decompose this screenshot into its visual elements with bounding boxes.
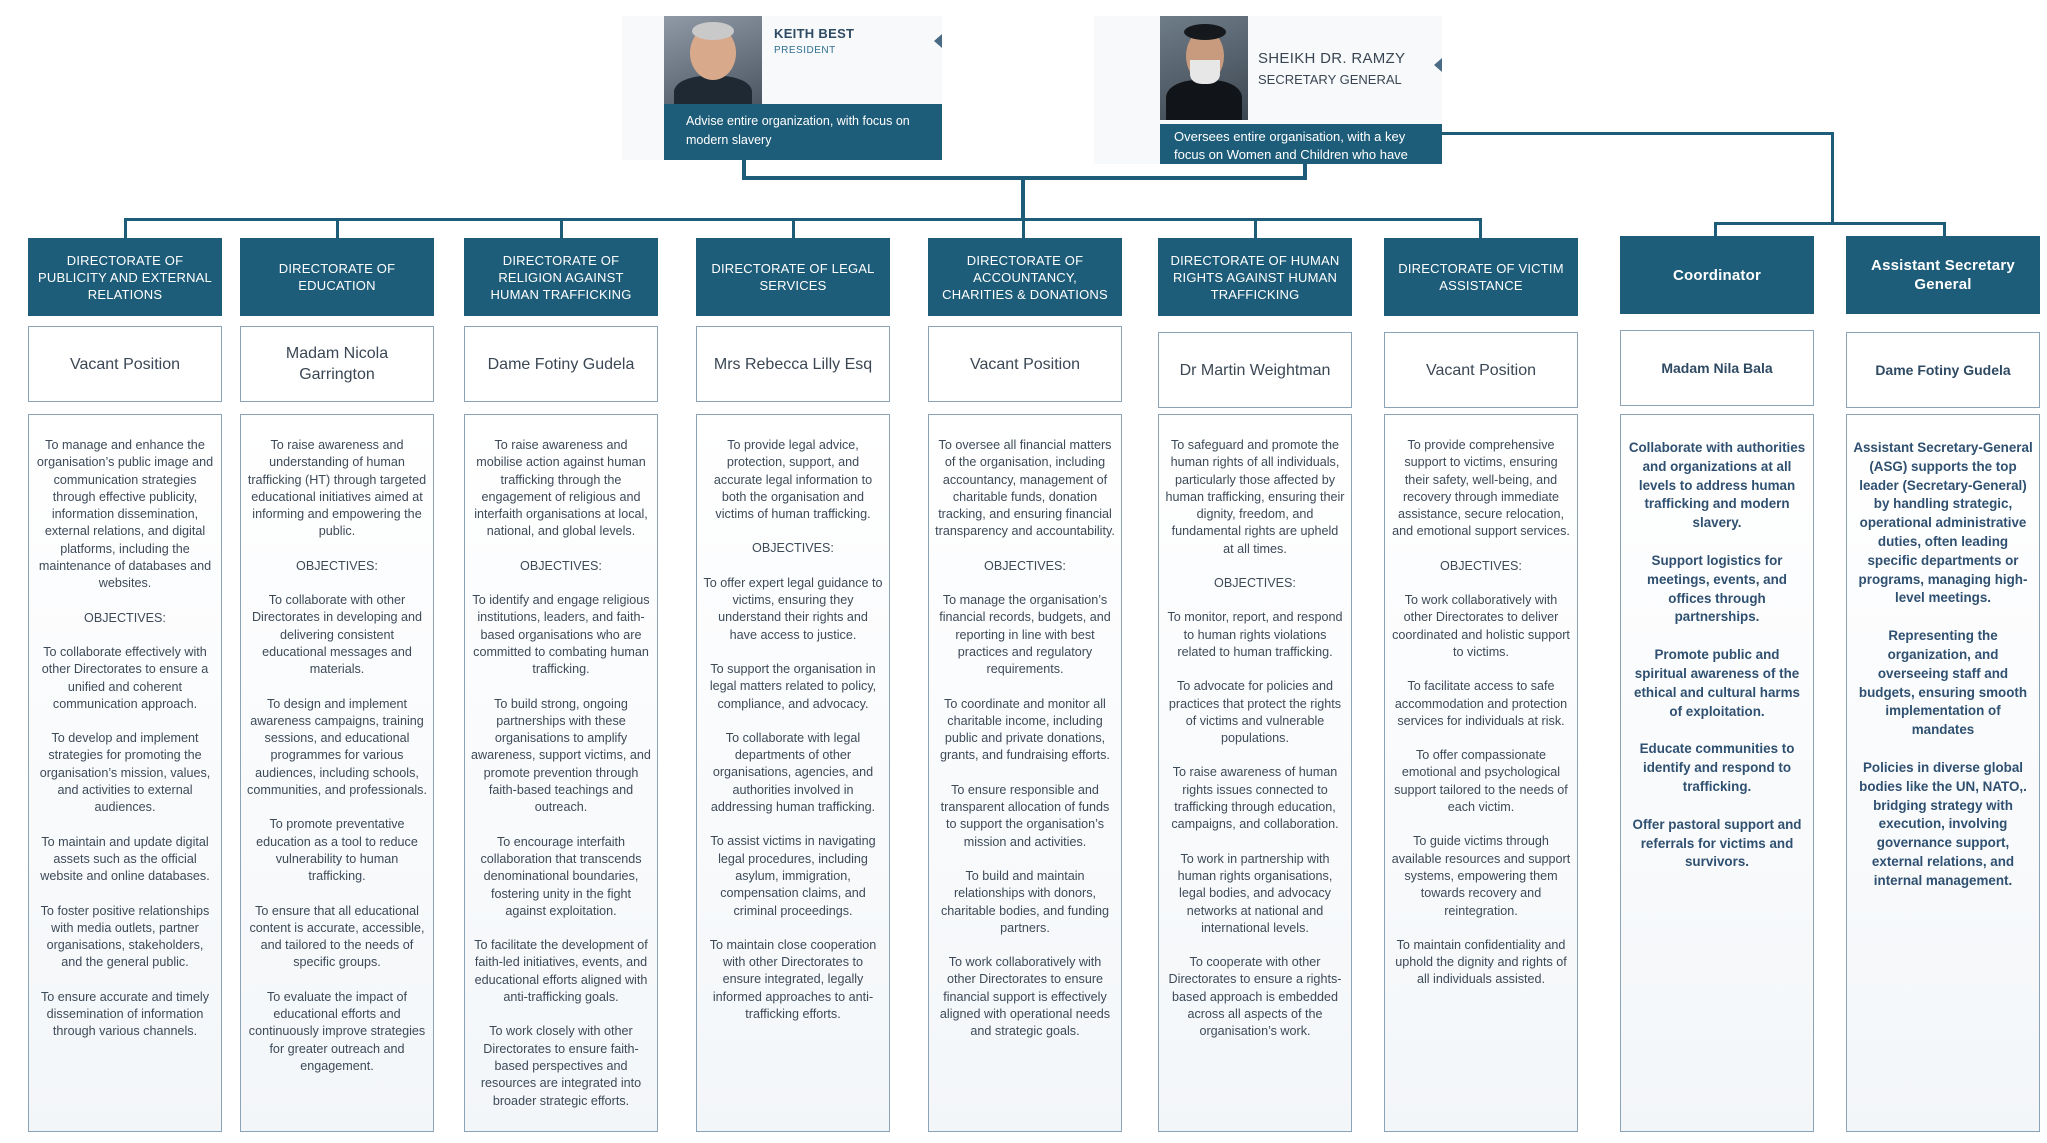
connector — [560, 218, 563, 238]
president-photo — [664, 16, 762, 104]
president-name: KEITH BEST — [774, 26, 855, 41]
position-holder: Dr Martin Weightman — [1158, 332, 1352, 408]
connector — [336, 218, 339, 238]
position-holder: Mrs Rebecca Lilly Esq — [696, 326, 890, 402]
objective-item: To advocate for policies and practices that protect the rights of victims and vulnerable populations. — [1168, 679, 1342, 746]
duty-item: Promote public and spiritual awareness of the ethical and cultural harms of exploitation. — [1634, 647, 1800, 719]
secretary-general-description: Oversees entire organisation, with a key focus on Women and Children who have — [1160, 124, 1442, 164]
directorate-header: DIRECTORATE OF VICTIM ASSISTANCE — [1384, 238, 1578, 316]
connector — [792, 218, 795, 238]
assistant-secretary-general-header: Assistant Secretary General — [1846, 236, 2040, 314]
description-paragraph: To safeguard and promote the human rights of all individuals, particularly those affected by human trafficking, ensuring their dignity, freedom, and fundamental rights are upheld at all times. — [1165, 438, 1345, 556]
directorate-header: DIRECTORATE OF PUBLICITY AND EXTERNAL RELATIONS — [28, 238, 222, 316]
directorate-description — [240, 414, 434, 1132]
objective-item: To manage the organisation’s financial records, budgets, and reporting in line with best practices and regulatory requirements. — [939, 593, 1111, 677]
objective-item: To raise awareness of human rights issues connected to trafficking through education, campaigns, and collaboration. — [1171, 765, 1339, 832]
position-holder: Dame Fotiny Gudela — [1846, 332, 2040, 408]
objectives-heading: OBJECTIVES: — [752, 541, 834, 556]
position-holder: Madam Nila Bala — [1620, 330, 1814, 406]
objective-item: To evaluate the impact of educational efforts and continuously improve strategies for greater outreach and engagement. — [248, 989, 426, 1073]
objective-item: To promote preventative education as a tool to reduce vulnerability to human trafficking. — [256, 817, 418, 884]
objectives-heading: OBJECTIVES: — [1214, 576, 1296, 591]
objective-item: To work in partnership with human rights organisations, legal bodies, and advocacy networks at national and international levels. — [1177, 851, 1333, 935]
directorate-description — [1158, 414, 1352, 1132]
collapse-marker-icon — [934, 34, 942, 48]
connector — [124, 218, 1482, 221]
objective-item: To offer compassionate emotional and psychological support tailored to the needs of each victim. — [1394, 748, 1568, 815]
connector — [1021, 178, 1025, 220]
objective-item: To build and maintain relationships with donors, charitable bodies, and funding partners. — [940, 868, 1110, 935]
objective-item: To maintain and update digital assets such as the official website and online databases. — [40, 834, 210, 884]
objective-item: To guide victims through available resources and support systems, empowering them towards recovery and reintegration. — [1391, 834, 1571, 918]
objective-item: To develop and implement strategies for promoting the organisation’s mission, values, and activities to external audiences. — [39, 731, 211, 815]
objective-item: To assist victims in navigating legal procedures, including asylum, immigration, compensation claims, and criminal proceedings. — [710, 834, 876, 918]
objective-item: To work collaboratively with other Directorates to deliver coordinated and holistic support to victims. — [1392, 593, 1570, 659]
connector — [1714, 222, 1946, 225]
duty-item: Assistant Secretary-General (ASG) supports the top leader (Secretary-General) by handling strategic, operational administrative duties, often leading specific departments or programs, managing high-level meetings. — [1853, 440, 2033, 606]
assistant-secretary-general-description — [1846, 414, 2040, 1132]
description-paragraph: To raise awareness and understanding of human trafficking (HT) through targeted educational initiatives aimed at informing and empowering the public. — [247, 438, 427, 539]
objective-item: To maintain confidentiality and uphold the dignity and rights of all individuals assisted. — [1395, 937, 1567, 987]
objective-item: To ensure that all educational content is accurate, accessible, and tailored to the needs of specific groups. — [249, 903, 425, 970]
connector — [1479, 218, 1482, 238]
position-holder: Dame Fotiny Gudela — [464, 326, 658, 402]
duty-item: Representing the organization, and overseeing staff and budgets, ensuring smooth implementation of mandates — [1858, 628, 2028, 738]
secretary-general-title: SECRETARY GENERAL — [1258, 72, 1402, 87]
objectives-heading: OBJECTIVES: — [984, 558, 1066, 573]
president-description: Advise entire organization, with focus on modern slavery — [664, 104, 942, 160]
duty-item: Support logistics for meetings, events, and offices through partnerships. — [1647, 552, 1787, 625]
objective-item: To collaborate with legal departments of other organisations, agencies, and authorities involved in addressing human trafficking. — [710, 730, 876, 815]
objectives-heading: OBJECTIVES: — [520, 558, 602, 573]
coordinator-header: Coordinator — [1620, 236, 1814, 314]
duty-item: Educate communities to identify and respond to trafficking. — [1639, 741, 1795, 794]
objective-item: To collaborate effectively with other Directorates to ensure a unified and coherent communication approach. — [41, 644, 209, 711]
objective-item: To collaborate with other Directorates in developing and delivering consistent educational messages and materials. — [251, 593, 423, 677]
secretary-general-card — [1094, 16, 1442, 164]
directorate-header: DIRECTORATE OF HUMAN RIGHTS AGAINST HUMAN TRAFFICKING — [1158, 238, 1352, 316]
directorate-description — [696, 414, 890, 1132]
objective-item: To design and implement awareness campaigns, training sessions, and educational programmes for various audiences, including schools, communities, and professionals. — [247, 696, 427, 798]
position-holder: Vacant Position — [928, 326, 1122, 402]
objective-item: To support the organisation in legal matters related to policy, compliance, and advocacy. — [709, 661, 877, 711]
description-paragraph: To oversee all financial matters of the organisation, including accountancy, management of charitable funds, donation tracking, and ensuring financial transparency and accountability. — [935, 438, 1115, 539]
objective-item: To work closely with other Directorates to ensure faith-based perspectives and resources are integrated into broader strategic efforts. — [480, 1024, 642, 1108]
objective-item: To ensure responsible and transparent allocation of funds to support the organisation’s mission and activities. — [940, 782, 1110, 849]
position-holder: Vacant Position — [1384, 332, 1578, 408]
connector — [1254, 218, 1257, 238]
position-holder: Vacant Position — [28, 326, 222, 402]
objective-item: To cooperate with other Directorates to ensure a rights-based approach is embedded across all aspects of the organisation’s work. — [1168, 955, 1342, 1039]
coordinator-description — [1620, 414, 1814, 1132]
secretary-general-photo — [1160, 16, 1248, 120]
directorate-description — [464, 414, 658, 1132]
connector — [1442, 132, 1834, 135]
objectives-heading: OBJECTIVES: — [1440, 558, 1522, 573]
collapse-marker-icon — [1434, 58, 1442, 72]
objective-item: To foster positive relationships with media outlets, partner organisations, stakeholders, and the general public. — [40, 903, 210, 970]
description-paragraph: To provide legal advice, protection, support, and accurate legal information to both the organisation and victims of human trafficking. — [713, 438, 873, 522]
directorate-header: DIRECTORATE OF LEGAL SERVICES — [696, 238, 890, 316]
objective-item: To encourage interfaith collaboration that transcends denominational boundaries, fostering unity in the fight against exploitation. — [480, 834, 642, 918]
objective-item: To monitor, report, and respond to human rights violations related to human trafficking. — [1167, 610, 1343, 659]
objectives-heading: OBJECTIVES: — [84, 610, 166, 625]
description-paragraph: To manage and enhance the organisation’s public image and communication strategies through effective publicity, information dissemination, external relations, and digital platforms, including the maintenance of databases and websites. — [36, 438, 214, 591]
directorate-description — [928, 414, 1122, 1132]
connector — [124, 218, 127, 238]
duty-item: Collaborate with authorities and organizations at all levels to address human trafficking and modern slavery. — [1628, 440, 1806, 531]
objective-item: To ensure accurate and timely dissemination of information through various channels. — [40, 989, 209, 1039]
directorate-description — [28, 414, 222, 1132]
directorate-header: DIRECTORATE OF ACCOUNTANCY, CHARITIES & DONATIONS — [928, 238, 1122, 316]
objective-item: To coordinate and monitor all charitable income, including public and private donations, grants, and fundraising efforts. — [940, 696, 1110, 763]
president-card — [622, 16, 942, 160]
secretary-general-name: SHEIKH DR. RAMZY — [1258, 50, 1406, 67]
duty-item: Policies in diverse global bodies like the UN, NATO,. bridging strategy with execution, involving governance support, external relations, and internal management. — [1859, 759, 2027, 888]
description-paragraph: To provide comprehensive support to victims, ensuring their safety, well-being, and recovery through immediate assistance, secure relocation, and emotional support services. — [1392, 438, 1570, 539]
objective-item: To build strong, ongoing partnerships with these organisations to amplify awareness, support victims, and promote prevention through faith-based teachings and outreach. — [471, 696, 651, 815]
objective-item: To offer expert legal guidance to victims, ensuring they understand their rights and have access to justice. — [703, 575, 883, 642]
connector — [1831, 132, 1834, 224]
objective-item: To facilitate access to safe accommodation and protection services for individuals at risk. — [1394, 679, 1568, 728]
connector — [1022, 218, 1025, 238]
directorate-description — [1384, 414, 1578, 1132]
objective-item: To work collaboratively with other Directorates to ensure financial support is effectively aligned with operational needs and strategic goals. — [939, 955, 1111, 1039]
objective-item: To identify and engage religious institutions, leaders, and faith-based organisations who are committed to combating human trafficking. — [472, 593, 650, 677]
directorate-header: DIRECTORATE OF RELIGION AGAINST HUMAN TRAFFICKING — [464, 238, 658, 316]
objective-item: To facilitate the development of faith-led initiatives, events, and educational efforts aligned with anti-trafficking goals. — [474, 938, 648, 1005]
duty-item: Offer pastoral support and referrals for victims and survivors. — [1632, 816, 1802, 870]
objective-item: To maintain close cooperation with other Directorates to ensure integrated, legally informed approaches to anti-trafficking efforts. — [709, 937, 877, 1022]
directorate-header: DIRECTORATE OF EDUCATION — [240, 238, 434, 316]
position-holder: Madam Nicola Garrington — [240, 326, 434, 402]
objectives-heading: OBJECTIVES: — [296, 558, 378, 573]
description-paragraph: To raise awareness and mobilise action against human trafficking through the engagement of religious and interfaith organisations at local, national, and global levels. — [474, 438, 648, 539]
president-title: PRESIDENT — [774, 45, 836, 56]
